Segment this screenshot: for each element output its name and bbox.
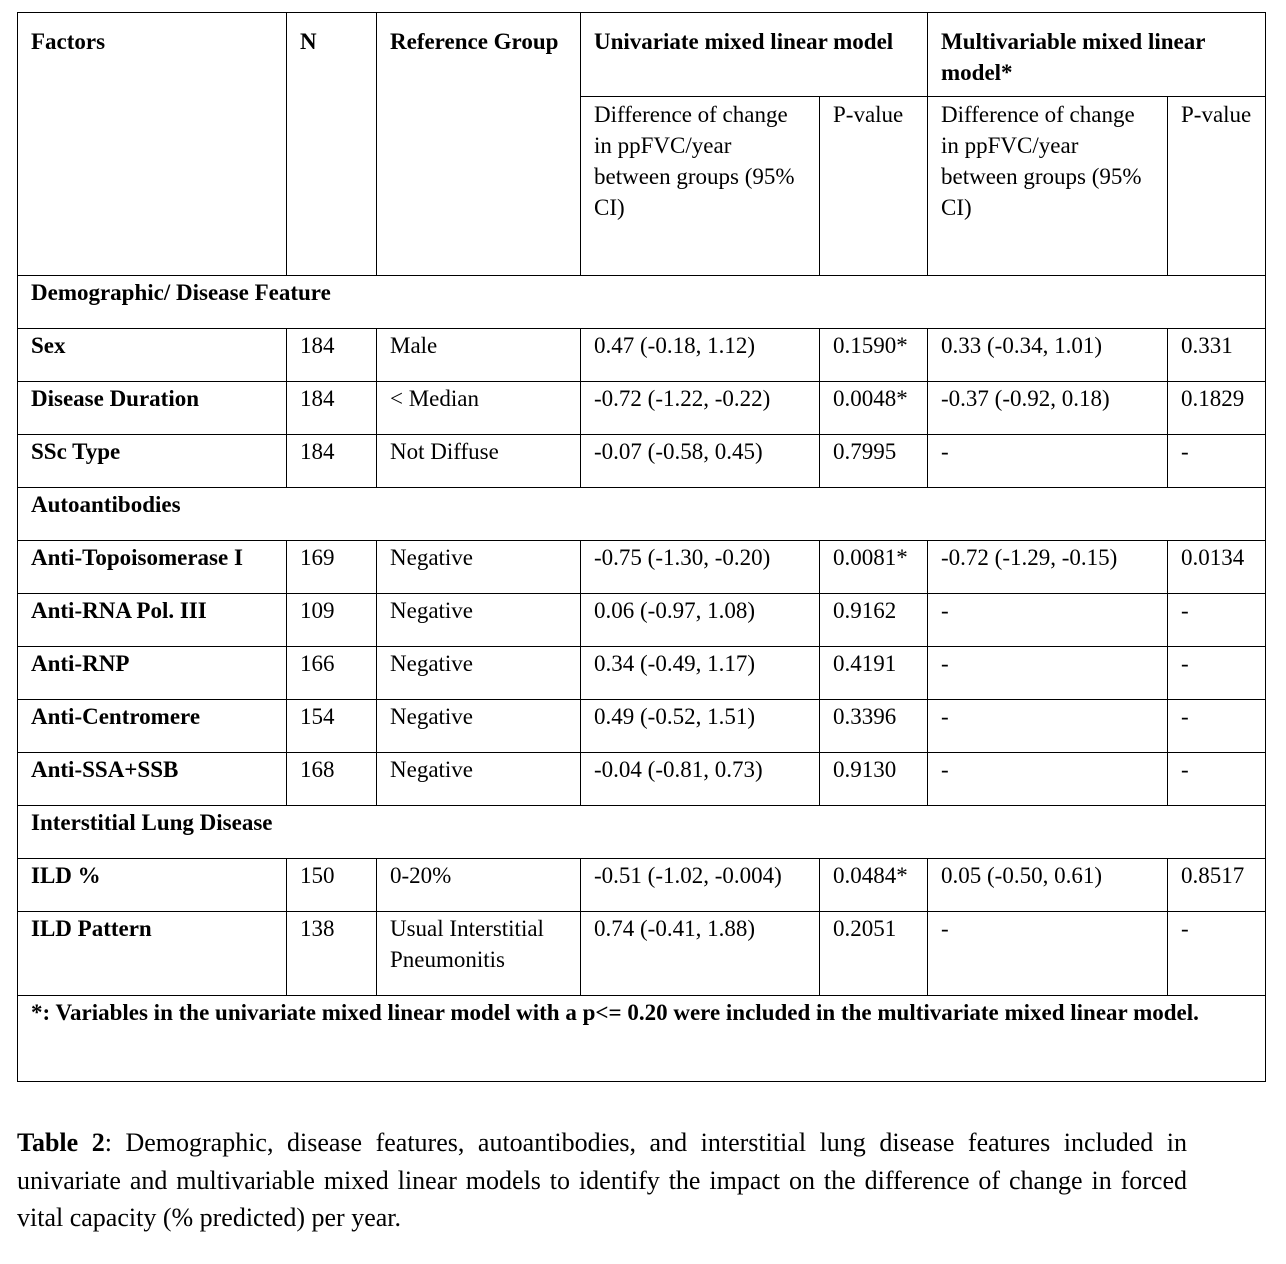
uni-diff-cell: -0.75 (-1.30, -0.20): [581, 541, 820, 594]
multi-p-cell: -: [1168, 753, 1266, 806]
multi-p-cell: -: [1168, 647, 1266, 700]
header-reference-group: Reference Group: [377, 13, 581, 276]
reference-cell: Negative: [377, 541, 581, 594]
section-row: [18, 488, 1266, 541]
uni-diff-cell: 0.49 (-0.52, 1.51): [581, 700, 820, 753]
factor-cell: ILD Pattern: [18, 912, 287, 996]
uni-p-cell: 0.0484*: [820, 859, 928, 912]
reference-cell: Negative: [377, 647, 581, 700]
factor-cell: Disease Duration: [18, 382, 287, 435]
subheader-uni-p: P-value: [820, 97, 928, 276]
section-row: [18, 276, 1266, 329]
caption-text: : Demographic, disease features, autoantibodies, and interstitial lung disease features included in univariate and multivariable mixed linear models to identify the impact on the difference of change in forced vital capacity (% predicted) per year.: [17, 1128, 1188, 1232]
uni-diff-cell: 0.06 (-0.97, 1.08): [581, 594, 820, 647]
section-title: Demographic/ Disease Feature: [18, 276, 1266, 329]
header-multivariable: Multivariable mixed linear model*: [928, 13, 1266, 97]
table-row: [18, 647, 1266, 700]
uni-diff-cell: 0.74 (-0.41, 1.88): [581, 912, 820, 996]
uni-p-cell: 0.9130: [820, 753, 928, 806]
table-row: [18, 700, 1266, 753]
multi-p-cell: 0.1829: [1168, 382, 1266, 435]
header-row: [18, 13, 1266, 97]
table-row: [18, 594, 1266, 647]
n-cell: 184: [287, 435, 377, 488]
uni-p-cell: 0.2051: [820, 912, 928, 996]
section-title: Interstitial Lung Disease: [18, 806, 1266, 859]
factor-cell: Sex: [18, 329, 287, 382]
factor-cell: Anti-SSA+SSB: [18, 753, 287, 806]
n-cell: 184: [287, 382, 377, 435]
reference-cell: Negative: [377, 594, 581, 647]
table-row: [18, 329, 1266, 382]
multi-diff-cell: -0.72 (-1.29, -0.15): [928, 541, 1168, 594]
multi-diff-cell: -: [928, 594, 1168, 647]
multi-diff-cell: -: [928, 912, 1168, 996]
uni-diff-cell: 0.34 (-0.49, 1.17): [581, 647, 820, 700]
section-title: Autoantibodies: [18, 488, 1266, 541]
uni-diff-cell: -0.07 (-0.58, 0.45): [581, 435, 820, 488]
uni-p-cell: 0.0081*: [820, 541, 928, 594]
n-cell: 138: [287, 912, 377, 996]
uni-diff-cell: -0.72 (-1.22, -0.22): [581, 382, 820, 435]
multi-p-cell: -: [1168, 912, 1266, 996]
uni-p-cell: 0.0048*: [820, 382, 928, 435]
reference-cell: Usual Interstitial Pneumonitis: [377, 912, 581, 996]
section-row: [18, 806, 1266, 859]
factor-cell: Anti-RNP: [18, 647, 287, 700]
table-row: [18, 859, 1266, 912]
factor-cell: Anti-RNA Pol. III: [18, 594, 287, 647]
table-caption: [17, 1124, 1187, 1237]
multi-p-cell: 0.331: [1168, 329, 1266, 382]
n-cell: 169: [287, 541, 377, 594]
footnote: *: Variables in the univariate mixed linear model with a p<= 0.20 were included in the multivariate mixed linear model.: [18, 996, 1266, 1082]
n-cell: 150: [287, 859, 377, 912]
multi-p-cell: -: [1168, 435, 1266, 488]
multi-diff-cell: -: [928, 753, 1168, 806]
table-row: [18, 753, 1266, 806]
uni-p-cell: 0.4191: [820, 647, 928, 700]
footnote-row: [18, 996, 1266, 1082]
table-row: [18, 382, 1266, 435]
reference-cell: Negative: [377, 753, 581, 806]
multi-diff-cell: -0.37 (-0.92, 0.18): [928, 382, 1168, 435]
multi-p-cell: -: [1168, 700, 1266, 753]
factor-cell: Anti-Centromere: [18, 700, 287, 753]
uni-p-cell: 0.1590*: [820, 329, 928, 382]
uni-p-cell: 0.3396: [820, 700, 928, 753]
multi-diff-cell: 0.33 (-0.34, 1.01): [928, 329, 1168, 382]
subheader-multi-p: P-value: [1168, 97, 1266, 276]
uni-diff-cell: 0.47 (-0.18, 1.12): [581, 329, 820, 382]
uni-diff-cell: -0.04 (-0.81, 0.73): [581, 753, 820, 806]
results-table: [17, 12, 1266, 1082]
factor-cell: Anti-Topoisomerase I: [18, 541, 287, 594]
multi-diff-cell: -: [928, 700, 1168, 753]
n-cell: 168: [287, 753, 377, 806]
uni-diff-cell: -0.51 (-1.02, -0.004): [581, 859, 820, 912]
multi-p-cell: -: [1168, 594, 1266, 647]
subheader-uni-diff: Difference of change in ppFVC/year between groups (95% CI): [581, 97, 820, 276]
multi-diff-cell: -: [928, 647, 1168, 700]
reference-cell: Male: [377, 329, 581, 382]
uni-p-cell: 0.9162: [820, 594, 928, 647]
n-cell: 184: [287, 329, 377, 382]
n-cell: 109: [287, 594, 377, 647]
header-n: N: [287, 13, 377, 276]
multi-p-cell: 0.0134: [1168, 541, 1266, 594]
factor-cell: SSc Type: [18, 435, 287, 488]
table-row: [18, 541, 1266, 594]
subheader-multi-diff: Difference of change in ppFVC/year between groups (95% CI): [928, 97, 1168, 276]
reference-cell: < Median: [377, 382, 581, 435]
factor-cell: ILD %: [18, 859, 287, 912]
reference-cell: Not Diffuse: [377, 435, 581, 488]
n-cell: 154: [287, 700, 377, 753]
multi-diff-cell: -: [928, 435, 1168, 488]
uni-p-cell: 0.7995: [820, 435, 928, 488]
multi-diff-cell: 0.05 (-0.50, 0.61): [928, 859, 1168, 912]
multi-p-cell: 0.8517: [1168, 859, 1266, 912]
header-factors: Factors: [18, 13, 287, 276]
table-row: [18, 912, 1266, 996]
header-univariate: Univariate mixed linear model: [581, 13, 928, 97]
n-cell: 166: [287, 647, 377, 700]
table-row: [18, 435, 1266, 488]
caption-label: Table 2: [17, 1128, 105, 1157]
reference-cell: 0-20%: [377, 859, 581, 912]
reference-cell: Negative: [377, 700, 581, 753]
